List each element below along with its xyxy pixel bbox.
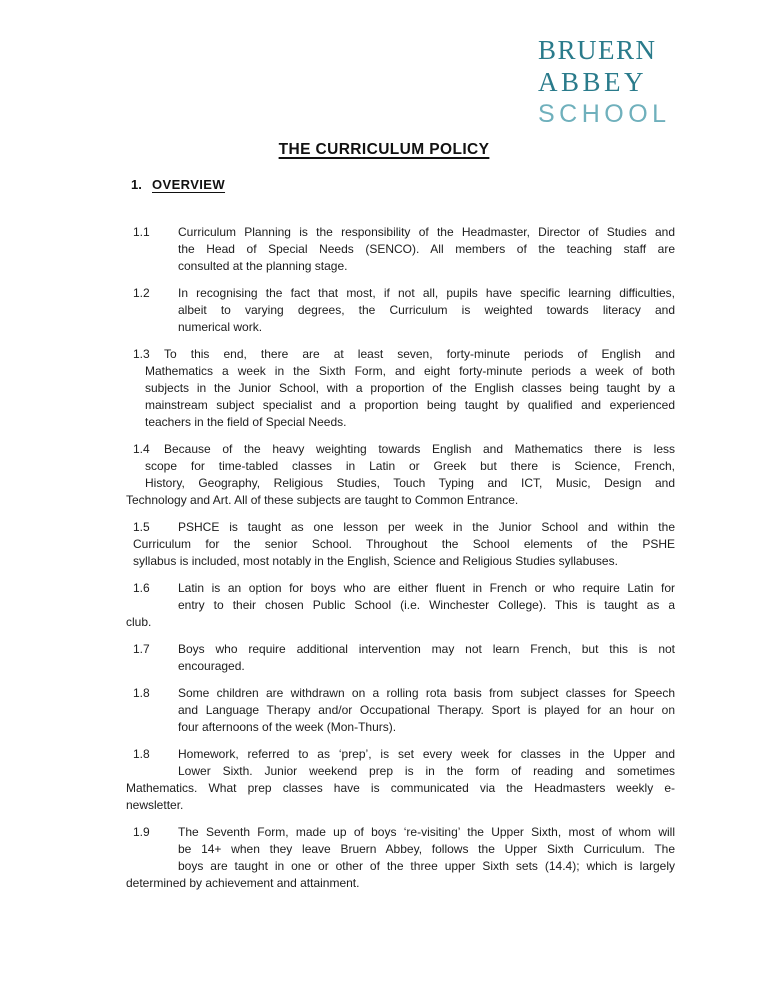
paragraph-line: Mathematics a week in the Sixth Form, and eight forty-minute periods a week of both bbox=[145, 364, 675, 378]
paragraph-line: entry to their chosen Public School (i.e. Winchester College). This is taught as a bbox=[178, 598, 675, 612]
paragraph-number: 1.9 bbox=[133, 825, 150, 839]
logo-word-school: SCHOOL bbox=[538, 100, 671, 128]
paragraph-line: boys are taught in one or other of the three upper Sixth sets (14.4); which is largely bbox=[178, 859, 675, 873]
paragraph-line: encouraged. bbox=[178, 659, 245, 673]
paragraph-line: mainstream subject specialist and a proportion being taught by qualified and experienced bbox=[145, 398, 675, 412]
paragraph-number: 1.8 bbox=[133, 686, 150, 700]
paragraph-line: Boys who require additional intervention may not learn French, but this is not bbox=[178, 642, 675, 656]
paragraph-line: Curriculum Planning is the responsibility of the Headmaster, Director of Studies and bbox=[178, 225, 675, 239]
paragraph-line: PSHCE is taught as one lesson per week in the Junior School and within the bbox=[178, 520, 675, 534]
paragraph-line: Because of the heavy weighting towards English and Mathematics there is less bbox=[164, 442, 675, 456]
logo-word-abbey: ABBEY bbox=[538, 67, 648, 97]
paragraph-line: four afternoons of the week (Mon-Thurs). bbox=[178, 720, 397, 734]
paragraph-number: 1.8 bbox=[133, 747, 150, 761]
paragraph bbox=[0, 441, 675, 509]
paragraph-line: Curriculum for the senior School. Throughout the School elements of the PSHE bbox=[133, 537, 675, 551]
paragraph-number: 1.7 bbox=[133, 642, 150, 656]
paragraph-line: Some children are withdrawn on a rolling rota basis from subject classes for Speech bbox=[178, 686, 675, 700]
paragraph-line: newsletter. bbox=[126, 798, 184, 812]
paragraph-line: albeit to varying degrees, the Curriculum is weighted towards literacy and bbox=[178, 303, 675, 317]
paragraph-line: teachers in the field of Special Needs. bbox=[145, 415, 347, 429]
paragraph-number: 1.6 bbox=[133, 581, 150, 595]
document-title-text: THE CURRICULUM POLICY bbox=[278, 141, 490, 158]
paragraph-line: numerical work. bbox=[178, 320, 263, 334]
paragraph-number: 1.4 bbox=[133, 442, 150, 456]
paragraph-line: syllabus is included, most notably in the English, Science and Religious Studies syllabuses. bbox=[133, 554, 618, 568]
paragraph bbox=[0, 346, 675, 431]
paragraph-line: The Seventh Form, made up of boys ‘re-visiting’ the Upper Sixth, most of whom will bbox=[178, 825, 675, 839]
section-label: OVERVIEW bbox=[152, 177, 226, 192]
paragraph bbox=[0, 824, 675, 892]
paragraph-line: Mathematics. What prep classes have is communicated via the Headmasters weekly e- bbox=[126, 781, 675, 795]
paragraph-line: scope for time-tabled classes in Latin or Greek but there is Science, French, bbox=[145, 459, 675, 473]
paragraph-number: 1.3 bbox=[133, 347, 150, 361]
paragraph bbox=[0, 580, 675, 631]
paragraph bbox=[0, 685, 675, 736]
paragraph-line: Homework, referred to as ‘prep’, is set every week for classes in the Upper and bbox=[178, 747, 675, 761]
paragraph bbox=[0, 285, 675, 336]
paragraph bbox=[0, 746, 675, 814]
paragraph-line: Technology and Art. All of these subjects are taught to Common Entrance. bbox=[126, 493, 519, 507]
section-number: 1. bbox=[131, 177, 142, 192]
paragraph-line: consulted at the planning stage. bbox=[178, 259, 348, 273]
paragraph-number: 1.5 bbox=[133, 520, 150, 534]
logo-word-bruern: BRUERN bbox=[538, 35, 657, 65]
school-logo bbox=[538, 34, 671, 130]
paragraph-number: 1.2 bbox=[133, 286, 150, 300]
paragraph-line: be 14+ when they leave Bruern Abbey, follows the Upper Sixth Curriculum. The bbox=[178, 842, 675, 856]
paragraph-number: 1.1 bbox=[133, 225, 150, 239]
paragraph-line: Latin is an option for boys who are either fluent in French or who require Latin for bbox=[178, 581, 675, 595]
paragraph-line: History, Geography, Religious Studies, Touch Typing and ICT, Music, Design and bbox=[145, 476, 675, 490]
document-title bbox=[0, 141, 768, 159]
paragraph-line: Lower Sixth. Junior weekend prep is in the form of reading and sometimes bbox=[178, 764, 675, 778]
paragraph bbox=[0, 641, 675, 675]
paragraph-line: and Language Therapy and/or Occupational Therapy. Sport is played for an hour on bbox=[178, 703, 675, 717]
paragraph-line: the Head of Special Needs (SENCO). All members of the teaching staff are bbox=[178, 242, 675, 256]
paragraph-line: In recognising the fact that most, if not all, pupils have specific learning difficulties, bbox=[178, 286, 675, 300]
paragraph-line: subjects in the Junior School, with a proportion of the English classes being taught by a bbox=[145, 381, 675, 395]
paragraph-line: To this end, there are at least seven, forty-minute periods of English and bbox=[164, 347, 675, 361]
paragraph-line: club. bbox=[126, 615, 152, 629]
document-paragraphs bbox=[0, 224, 675, 902]
paragraph bbox=[0, 519, 675, 570]
section-heading-overview bbox=[131, 176, 225, 193]
paragraph-line: determined by achievement and attainment. bbox=[126, 876, 360, 890]
paragraph bbox=[0, 224, 675, 275]
